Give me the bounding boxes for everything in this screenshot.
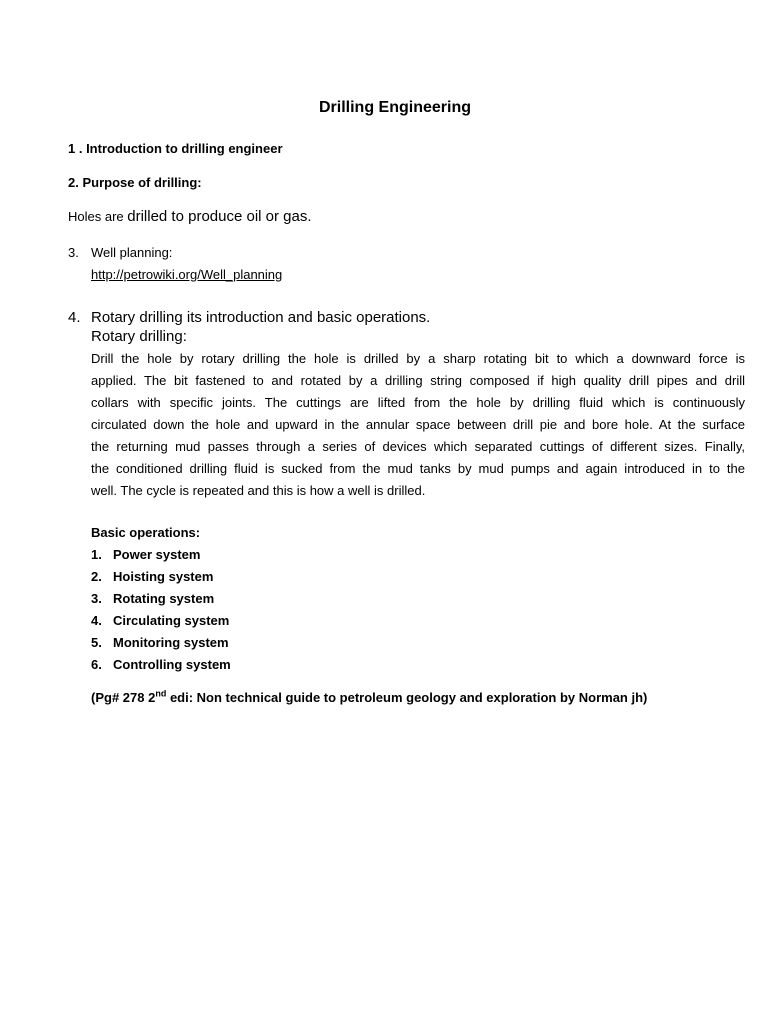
well-planning-link[interactable]: http://petrowiki.org/Well_planning: [91, 267, 283, 282]
reference-citation: [91, 690, 647, 705]
list-item-number: 6.: [91, 657, 102, 672]
list-item: [91, 654, 231, 676]
paragraph-line: Drill the hole by rotary drilling the hole is drilled by a sharp rotating bit to which a downward force is: [91, 351, 745, 366]
list-item-label: Hoisting system: [113, 569, 214, 584]
basic-operations-heading: Basic operations:: [91, 525, 201, 540]
list-item-label: Circulating system: [113, 613, 230, 628]
list-item: [91, 544, 231, 566]
rotary-drilling-subheading: Rotary drilling:: [91, 328, 187, 345]
section-4-number: 4.: [68, 309, 81, 326]
paragraph-line: well. The cycle is repeated and this is how a well is drilled.: [91, 483, 426, 498]
list-item: [91, 610, 231, 632]
list-item-number: 2.: [91, 569, 102, 584]
list-item: [91, 588, 231, 610]
list-item: [91, 566, 231, 588]
list-item-label: Power system: [113, 547, 201, 562]
paragraph-line: collars with specific joints. The cuttings are lifted from the hole by drilling fluid which is continuously: [91, 395, 745, 410]
reference-superscript: nd: [155, 688, 167, 699]
paragraph-line: the conditioned drilling fluid is sucked from the mud tanks by mud pumps and again introduced in to the: [91, 461, 745, 476]
section-4-heading: Rotary drilling its introduction and basic operations.: [91, 309, 431, 326]
paragraph-line: applied. The bit fastened to and rotated by a drilling string composed if high quality drill pipes and drill: [91, 373, 745, 388]
paragraph-line: circulated down the hole and upward in the annular space between drill pie and bore hole. At the surface: [91, 417, 745, 432]
list-item: [91, 632, 231, 654]
section-2-text: [68, 208, 312, 226]
section-2-heading: 2. Purpose of drilling:: [68, 175, 202, 190]
reference-prefix: (Pg# 278 2: [91, 690, 156, 705]
list-item-number: 4.: [91, 613, 102, 628]
section-3-heading: Well planning:: [91, 245, 173, 260]
page-title: Drilling Engineering: [318, 99, 471, 116]
basic-operations-list: [91, 544, 231, 676]
reference-suffix: edi: Non technical guide to petroleum geology and exploration by Norman jh): [166, 690, 648, 705]
list-item-number: 1.: [91, 547, 102, 562]
list-item-label: Monitoring system: [113, 635, 229, 650]
list-item-number: 3.: [91, 591, 102, 606]
rotary-drilling-paragraph: [91, 348, 745, 502]
section-1-heading: 1 . Introduction to drilling engineer: [68, 141, 283, 156]
section-2-text-b: drilled to produce oil or gas.: [127, 208, 312, 225]
section-2-text-a: Holes are: [68, 209, 128, 224]
section-3-number: 3.: [68, 245, 79, 260]
list-item-label: Rotating system: [113, 591, 215, 606]
list-item-number: 5.: [91, 635, 102, 650]
paragraph-line: the returning mud passes through a series of devices which separated cuttings of different sizes. Finally,: [91, 439, 745, 454]
list-item-label: Controlling system: [113, 657, 231, 672]
